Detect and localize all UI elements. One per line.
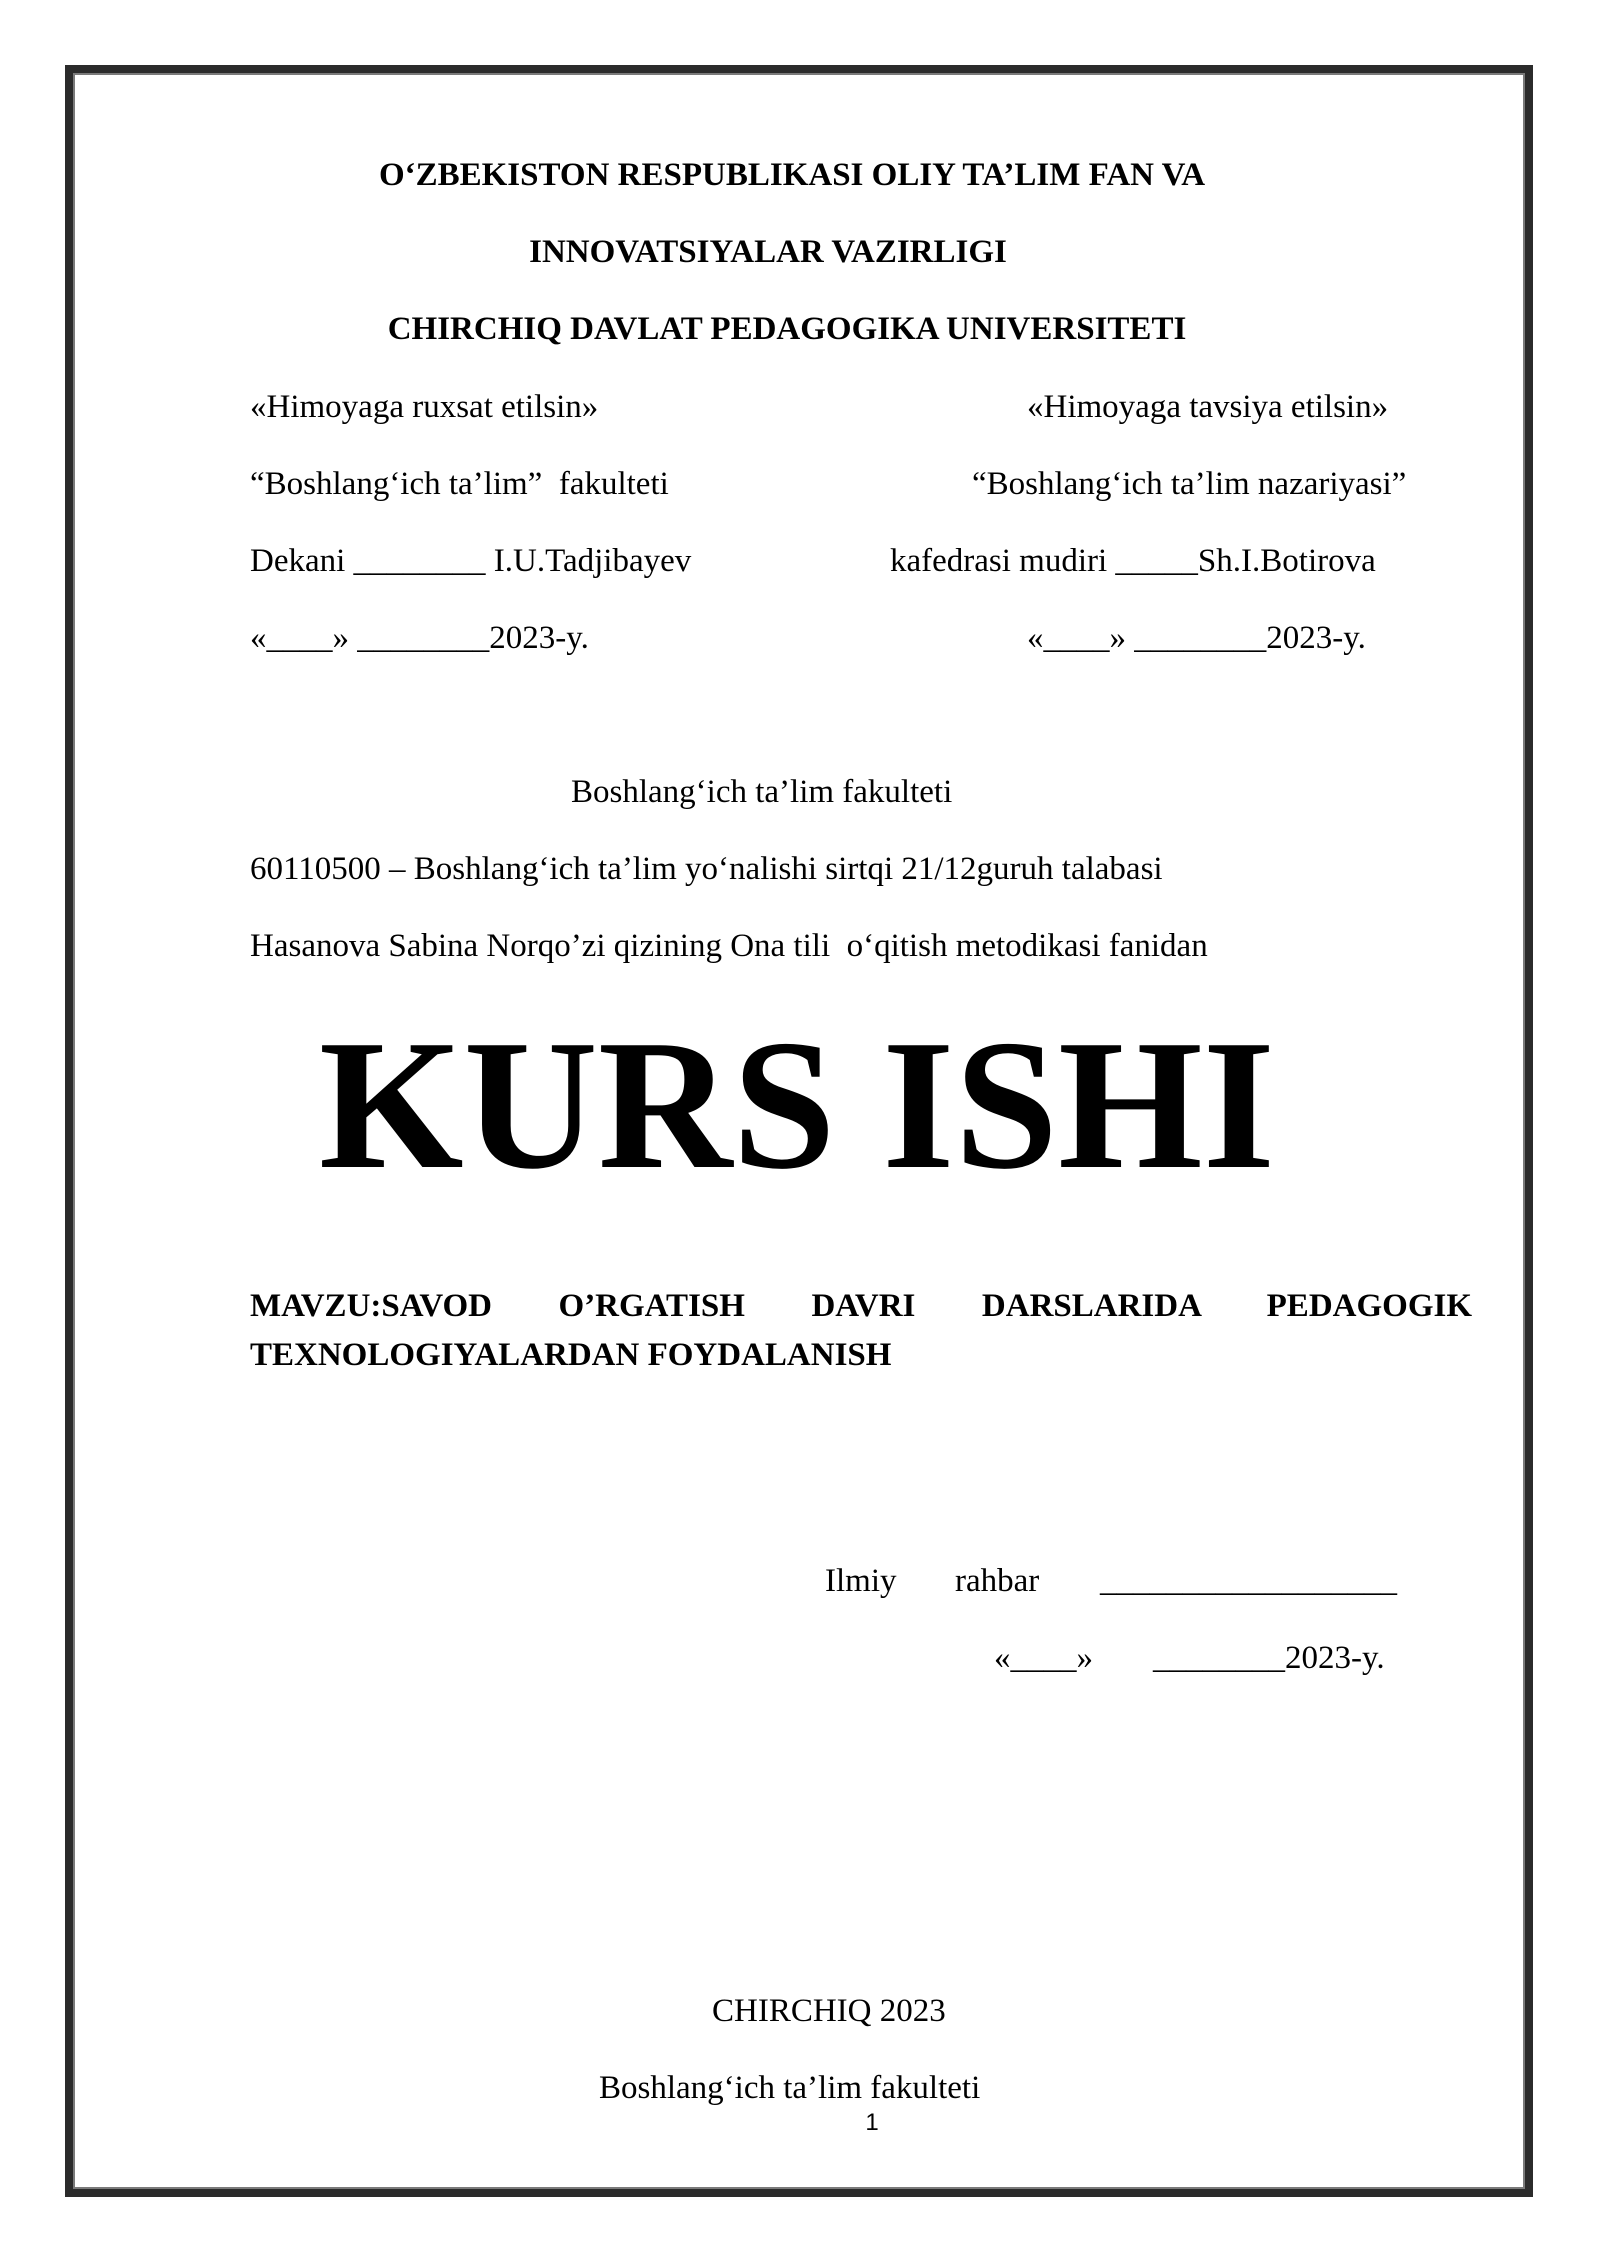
approval-left-date: «____» ________2023-y. [250, 620, 589, 656]
approval-right-recommendation: «Himoyaga tavsiya etilsin» [1027, 389, 1389, 425]
student-group-line: 60110500 – Boshlang‘ich ta’lim yo‘nalishi sirtqi 21/12guruh talabasi [250, 851, 1163, 887]
ministry-line-1: O‘ZBEKISTON RESPUBLIKASI OLIY TA’LIM FAN VA [378, 157, 1206, 193]
supervisor-date-year: ________2023-y. [1153, 1640, 1385, 1676]
student-faculty: Boshlang‘ich ta’lim fakulteti [571, 774, 953, 810]
supervisor-label-2: rahbar [955, 1563, 1040, 1599]
approval-left-dean: Dekani ________ I.U.Tadjibayev [250, 543, 692, 579]
student-name-line: Hasanova Sabina Norqo’zi qizining Ona tili o‘qitish metodikasi fanidan [250, 928, 1208, 964]
approval-left-permission: «Himoyaga ruxsat etilsin» [250, 389, 599, 425]
city-year: CHIRCHIQ 2023 [712, 1993, 946, 2029]
approval-right-head: kafedrasi mudiri _____Sh.I.Botirova [890, 543, 1376, 579]
page-number: 1 [865, 2109, 879, 2136]
supervisor-label-1: Ilmiy [825, 1563, 897, 1599]
topic-heading: MAVZU:SAVOD O’RGATISH DAVRI DARSLARIDA PEDAGOGIK TEXNOLOGIYALARDAN FOYDALANISH [250, 1288, 1472, 1373]
footer-faculty: Boshlang‘ich ta’lim fakulteti [599, 2070, 981, 2106]
supervisor-signature-line: __________________ [1100, 1563, 1397, 1599]
supervisor-date-day: «____» [994, 1640, 1093, 1676]
approval-left-faculty: “Boshlang‘ich ta’lim” fakulteti [250, 466, 669, 502]
university-name: CHIRCHIQ DAVLAT PEDAGOGIKA UNIVERSITETI [387, 311, 1187, 347]
document-title: KURS ISHI [318, 1002, 1276, 1208]
approval-right-date: «____» ________2023-y. [1027, 620, 1366, 656]
ministry-line-2: INNOVATSIYALAR VAZIRLIGI [529, 234, 1007, 270]
approval-right-department: “Boshlang‘ich ta’lim nazariyasi” [972, 466, 1407, 502]
